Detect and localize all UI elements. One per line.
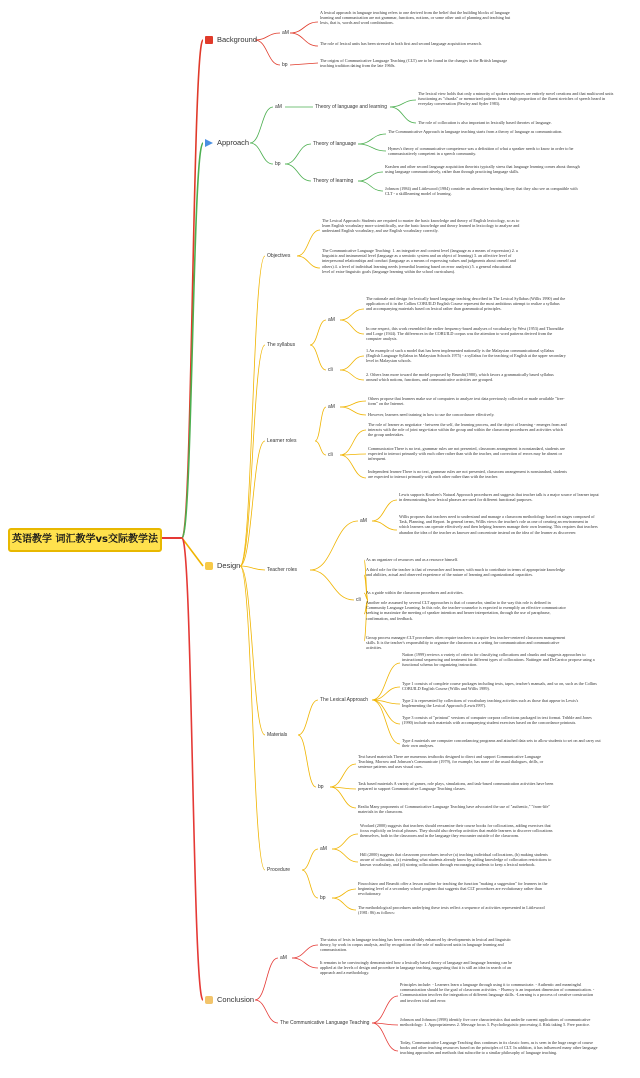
sub-theory-learning[interactable]: Theory of learning bbox=[313, 178, 354, 184]
sub-clt[interactable]: The Communicative Language Teaching bbox=[280, 1020, 370, 1026]
connector-line bbox=[182, 538, 203, 1000]
connector-line bbox=[302, 849, 318, 870]
connector-line bbox=[292, 958, 318, 968]
connector-line bbox=[182, 143, 203, 538]
connector-line bbox=[255, 40, 280, 65]
connector-line bbox=[358, 144, 386, 151]
sub-am[interactable]: aM bbox=[282, 30, 289, 36]
leaf-text: The role of collocation is also important in lexically based theories of language. bbox=[418, 120, 552, 125]
sub-materials[interactable]: Materials bbox=[267, 732, 288, 738]
sub-objectives[interactable]: Objectives bbox=[267, 253, 291, 259]
sub-cli[interactable]: cli bbox=[328, 367, 333, 373]
sub-am[interactable]: aM bbox=[328, 404, 335, 410]
connector-line bbox=[310, 320, 326, 345]
connector-line bbox=[250, 143, 273, 164]
connector-line bbox=[298, 735, 316, 787]
connector-line bbox=[240, 566, 265, 870]
leaf-text: Hymes's theory of communicative competence was a definition of what a speaker needs to know in order to be communicatively competent in a speech community. bbox=[388, 146, 574, 157]
leaf-text: It remains to be convincingly demonstrated how a lexically based theory of language and language learning can be applied at the levels of design and procedure in language teaching, suggesting that it is still an idea in search of an approach and a methodology. bbox=[320, 960, 513, 976]
leaf-text: Independent learner:There is no text, grammar rules are not presented, classroom arrangement is nonstandard, students are expected to interact primarily with each other rather than with the teacher. bbox=[368, 469, 567, 480]
connector-line bbox=[340, 320, 364, 334]
connector-line bbox=[340, 407, 366, 415]
branch-background[interactable] bbox=[205, 35, 257, 44]
connector-line bbox=[340, 370, 364, 380]
conclusion-icon bbox=[205, 996, 213, 1004]
connector-line bbox=[182, 40, 203, 538]
leaf-text: The role of learner as negotiator - between the self, the learning process, and the object of learning - emerges from and interacts with the role of joint nego-tiator within the group and within the classroom procedures and activities which the group undertakes. bbox=[368, 422, 567, 438]
connector-line bbox=[297, 256, 320, 268]
connector-line bbox=[372, 1023, 398, 1051]
sub-procedure[interactable]: Procedure bbox=[267, 867, 291, 873]
leaf-text: As a guide within the classroom procedures and activities. bbox=[366, 590, 464, 595]
connector-line bbox=[285, 144, 311, 164]
connector-line bbox=[330, 787, 356, 808]
leaf-text: In one respect, this work resembled the earlier frequency-based analyses of vocabulary by West (1953) and Thorndike and Lorge (1944). The differences in the COBUILD corpus was the attention to word patterns derived from the computer analysis. bbox=[366, 326, 564, 342]
connector-line bbox=[240, 345, 265, 566]
sub-theory-language-learning[interactable]: Theory of language and learning bbox=[315, 104, 387, 110]
sub-cli[interactable]: cli bbox=[356, 597, 361, 603]
leaf-text: 1.An example of such a model that has been implemented nationally is the Malaysian communicational syllabus (English Language Syllabus in Malaysian Schools 1975) - a syllabus for the teaching of English at the upper secondary level in Malaysian schools. bbox=[366, 348, 566, 364]
connector-line bbox=[332, 898, 356, 910]
connector-line bbox=[372, 500, 397, 521]
leaf-text: However, learners need training in how to use the concordancer effectively. bbox=[368, 412, 495, 417]
sub-am[interactable]: aM bbox=[360, 518, 367, 524]
sub-am[interactable]: aM bbox=[275, 104, 282, 110]
branch-label: Background bbox=[217, 35, 258, 44]
leaf-text: 2. Others lean more toward the model proposed by Brumfit(1980), which favors a grammatically based syllabus around which notions, functions, and communicative activities are grouped. bbox=[366, 372, 554, 383]
leaf-text: The role of lexical units has been stressed in both first and second language acquisition research. bbox=[320, 41, 482, 46]
leaf-text: The status of lexis in language teaching has been considerably enhanced by developments in lexical and linguistic theory, by work in corpus analysis, and by recognition of the role of multiword units in language learning and communication. bbox=[320, 937, 511, 953]
leaf-text: Today, Communicative Language Teaching thus continues in its classic form, as is seen in the huge range of course books and other teaching resources based on the principles of CLT. In addition, it has influenced many other language teaching approaches and methods that subscribe to a similar philosophy of language teaching. bbox=[400, 1040, 598, 1056]
leaf-text: Finocchiaro and Brumfit offer a lesson outline for teaching the function "making a suggestion" for learners in the beginning level of a secondary school program that suggests that CLT procedures are evolutionary rather than revolutionary. bbox=[358, 881, 548, 897]
sub-learner-roles[interactable]: Learner roles bbox=[267, 438, 297, 444]
sub-lexical-approach[interactable]: The Lexical Approach bbox=[320, 697, 369, 703]
leaf-text: Hill (2000) suggests that classroom procedures involve (a) teaching individual collocations, (b) making students aware of collocation, (c) extending what students already know by adding knowledge of collocation restrictions to known vocabulary, and (d) storing collocations through encouraging students to keep a lexical notebook. bbox=[360, 852, 552, 868]
connector-line bbox=[332, 849, 358, 862]
leaf-text: Task based materials A variety of games, role plays, simulations, and task-based communication activities have been prepared to support Communicative Language Teaching classes. bbox=[358, 781, 554, 792]
leaf-text: Krashen and other second language acquisition theorists typically stress that language learning comes about through using language communicatively, rather than through practicing language skills. bbox=[385, 164, 580, 175]
connector-line bbox=[358, 181, 383, 191]
send-icon bbox=[205, 139, 213, 147]
connector-line bbox=[310, 521, 358, 570]
leaf-text: Woolard (2000) suggests that teachers should reexamine their course books for collocations, adding exercises that focus explicitly on lexical phrases. They should also develop activities that enable learners to discover collocations themselves, both in the classroom and in the language they encounter outside of the classroom. bbox=[360, 823, 553, 839]
leaf-text: Type 3 consists of "printout" versions of computer corpora collections packaged in text format. Tribble and Jones (1990) include such materials with accompanying student exercises based on the concordance printouts. bbox=[402, 715, 592, 726]
connector-line bbox=[332, 834, 358, 849]
connector-line bbox=[330, 764, 356, 787]
connector-line bbox=[298, 700, 318, 735]
leaf-text: The origins of Communicative Language Teaching (CLT) are to be found in the changes in the British language teaching tradition dating from the late 1960s. bbox=[320, 58, 508, 69]
connector-line bbox=[292, 945, 318, 958]
branch-approach[interactable] bbox=[205, 138, 249, 147]
leaf-text: The lexical view holds that only a minority of spoken sentences are entirely novel creations and that multiword units functioning as "chunks" or memorized patterns form a high proportion of the fluent stretches of speech heard in everyday conversation (Pawley and Syder 1983). bbox=[418, 91, 614, 107]
connector-line bbox=[240, 256, 265, 566]
root-topic[interactable]: 英语教学 词汇教学vs交际教学法 bbox=[8, 528, 162, 552]
connector-line bbox=[255, 958, 278, 1000]
connector-line bbox=[297, 230, 320, 256]
connector-line bbox=[240, 566, 265, 570]
leaf-text: Realia Many proponents of Communicative Language Teaching have advocated the use of "authentic," "from-life" materials in the classroom. bbox=[358, 804, 551, 815]
sub-bp[interactable]: bp bbox=[320, 895, 326, 901]
sub-am[interactable]: aM bbox=[320, 846, 327, 852]
connector-line bbox=[315, 441, 326, 455]
leaf-text: Lewis supports Krashen's Natural Approach procedures and suggests that teacher talk is a major source of learner input in demonstrating how lexical phrases are used for different functional purposes. bbox=[399, 492, 599, 503]
leaf-text: Type 1 consists of complete course packages including texts, tapes, teacher's manuals, and so on, such as the Collins COBUILD English Course (Willis and Willis 1989). bbox=[402, 681, 597, 692]
branch-label: Design bbox=[217, 561, 241, 570]
connector-line bbox=[372, 700, 400, 744]
leaf-text: The Communicative Language Teaching: 1. an integrative and content level (language as a means of expression) 2. a linguistic and instrumental level (language as a semiotic system and an object of learning) 3. an affective level of interpersonal relationships and conduct (language as a means of expressing values and judgments about oneself and others) 4. a level of individual learning needs (remedial learning based on error analysis) 5. a general educational level of extra-linguistic goals (language learning within the school curriculum). bbox=[322, 248, 518, 274]
connector-line bbox=[340, 430, 366, 455]
leaf-text: Johnson (1984) and Littlewood (1984) consider an alternative learning theory that they also see as compatible with CLT - a skilllearning model of learning. bbox=[385, 186, 578, 197]
connector-line bbox=[310, 570, 354, 600]
connector-line bbox=[390, 100, 416, 107]
connector-line bbox=[372, 521, 397, 530]
connector-line bbox=[340, 455, 366, 478]
connector-line bbox=[255, 33, 280, 40]
sub-bp[interactable]: bp bbox=[318, 784, 324, 790]
connector-line bbox=[358, 134, 386, 144]
leaf-text: A lexical approach in language teaching refers to one derived from the belief that the building blocks of language learning and communication are not grammar, functions, notions, or some other unit of planning and teaching but lexis, that is, words and word combinations. bbox=[320, 10, 511, 26]
leaf-text: Text based materials There are numerous textbooks designed to direct and support Communicative Language Teaching. Morrow and Johnson's Communicate (1979), for example, has none of the usual dialogues, drills, or sentence patterns and uses visual cues. bbox=[358, 754, 544, 770]
leaf-text: As an organizer of resources and as a resource himself. bbox=[366, 557, 459, 562]
leaf-text: Others propose that learners make use of computers to analyze text data previously collected or made available "free-form" on the Internet. bbox=[368, 396, 565, 407]
connector-line bbox=[315, 407, 326, 441]
connector-line bbox=[372, 996, 398, 1023]
sub-am[interactable]: aM bbox=[280, 955, 287, 961]
flag-icon bbox=[205, 36, 213, 44]
connector-line bbox=[372, 687, 400, 700]
leaf-text: Nation (1999) reviews a variety of criteria for classifying collocations and chunks and suggests approaches to instructional sequencing and treatment for different types of collocations. Nattinger and DeCarrico propose using a functional schema for organizing instruction. bbox=[402, 652, 595, 668]
sub-bp[interactable]: bp bbox=[275, 161, 281, 167]
connector-line bbox=[302, 870, 318, 898]
branch-design[interactable] bbox=[205, 561, 240, 570]
leaf-text: The Communicative Approach in language teaching starts from a theory of language as communication. bbox=[388, 129, 563, 134]
connector-line bbox=[290, 22, 318, 33]
sub-am[interactable]: aM bbox=[328, 317, 335, 323]
branch-label: Approach bbox=[217, 138, 250, 147]
leaf-text: Willis proposes that teachers need to understand and manage a classroom methodology based on stages composed of Task, Planning, and Report. In general terms, Willis views the teacher's role as one of creating an environment in which learners can operate effectively and then helping learners manage their own learning. This requires that teachers abandon the idea of the teacher as knower and concentrate instead on the idea of the learner as discoverer. bbox=[399, 514, 598, 535]
connector-line bbox=[340, 356, 364, 370]
connector-line bbox=[285, 164, 311, 181]
connector-line bbox=[290, 63, 318, 65]
connector-line bbox=[310, 345, 326, 370]
sub-theory-language[interactable]: Theory of language bbox=[313, 141, 357, 147]
connector-line bbox=[250, 107, 273, 143]
leaf-text: The rationale and design for lexically based language teaching described in The Lexical Syllabus (Willis 1990) and the application of it in the Collins COBUILD English Course represent the most ambitious attempt to realize a syllabus and accompanying materials based on lexical rather than grammatical principles. bbox=[366, 296, 566, 312]
leaf-text: Another role assumed by several CLT approaches is that of counselor, similar to the way this role is defined in Community Language Learning. In this role, the teacher-counselor is expected to exemplify an effective communicator seeking to maximize the meeting of speaker intention and hearer interpretation, through the use of paraphrase, confirmation, and feedback. bbox=[366, 600, 566, 621]
connector-line bbox=[390, 107, 416, 123]
branch-label: Conclusion bbox=[217, 995, 255, 1004]
sub-cli[interactable]: cli bbox=[328, 452, 333, 458]
leaf-text: Johnson and Johnson (1998) identify five core characteristics that underlie current applications of communicative methodology: 1. Appropriateness 2. Message focus 3. Psycholinguistic processing 4. Risk taking 5. Free practice. bbox=[400, 1017, 591, 1028]
leaf-text: Type 4 materials are computer concordancing programs and attached data sets to allow students to set on and carry out their own analyses. bbox=[402, 738, 601, 749]
leaf-text: Group process manager:CLT procedures often require teachers to acquire less teacher-centered classroom management skills. It is the teacher's responsibility to organize the classroom as a setting for communication and communicative activities. bbox=[366, 635, 566, 651]
branch-conclusion[interactable] bbox=[205, 995, 254, 1004]
connector-line bbox=[340, 309, 364, 320]
leaf-text: A third role for the teacher is that of researcher and learner, with much to contribute in terms of appropriate knowledge and abilities, actual and observed experience of the nature of learning and organizational capacities. bbox=[366, 567, 566, 578]
bulb-icon bbox=[205, 562, 213, 570]
leaf-text: The methodological procedures underlying these texts reflect a sequence of activities represented in Littlewood (1981: 86) as follows: bbox=[358, 905, 545, 916]
connector-line bbox=[290, 33, 318, 46]
leaf-text: The Lexical Approach: Students are required to master the basic knowledge and theory of English lexicology, so as to learn English vocabulary more scientifically, use the basic knowledge and theory learned in lexicology to analyze and understand English vocabulary, and use English vocabulary correctly. bbox=[322, 218, 520, 234]
sub-bp[interactable]: bp bbox=[282, 62, 288, 68]
leaf-text: Principles include: - Learners learn a language through using it to communicate. - Authentic and meaningful communication should be the goal of classroom activities. - Fluency is an important dimension of communication. - Communication involves the integration of different language skills. -Learning is a process of creative construction and involves trial and error. bbox=[400, 982, 595, 1003]
leaf-text: Type 2 is represented by collections of vocabulary teaching activities such as those that appear in Lewis's Implementing the Lexical Approach (Lewis1997). bbox=[402, 698, 579, 709]
connector-line bbox=[340, 401, 366, 407]
sub-syllabus[interactable]: The syllabus bbox=[267, 342, 296, 348]
connector-line bbox=[255, 1000, 278, 1023]
connector-line bbox=[358, 172, 383, 181]
leaf-text: Communicator:There is no text, grammar rules are not presented, classroom arrangement is nonstandard, students are expected to interact primarily with each other rather than with the teacher, and correction of errors may be absent or infrequent. bbox=[368, 446, 565, 462]
sub-teacher-roles[interactable]: Teacher roles bbox=[267, 567, 298, 573]
connector-line bbox=[372, 663, 400, 700]
connector-line bbox=[332, 889, 356, 898]
